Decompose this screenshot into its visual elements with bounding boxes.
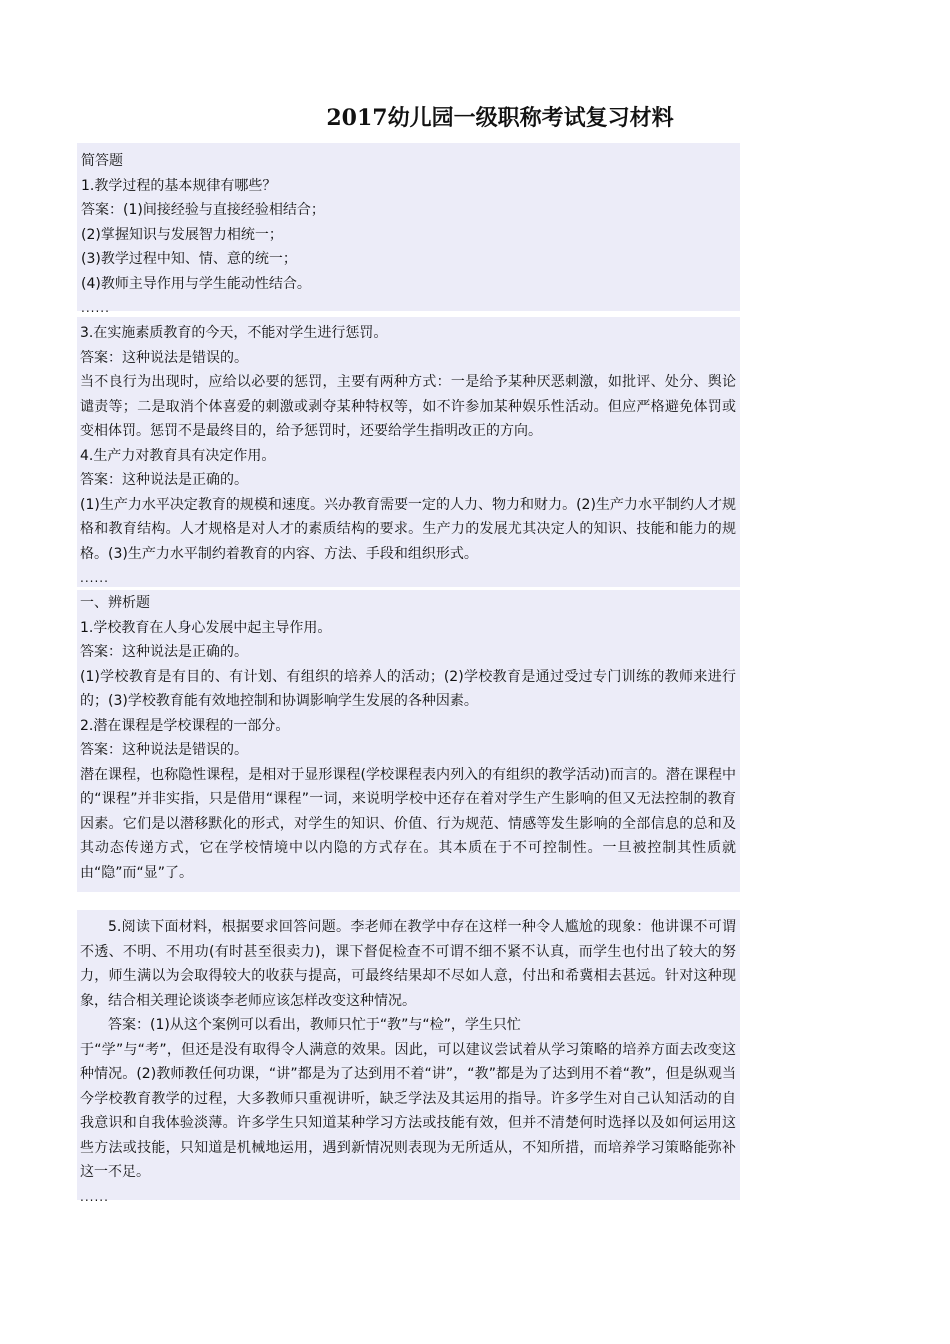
section-heading: 简答题 <box>81 153 123 169</box>
answer-line: 答案：(1)从这个案例可以看出，教师只忙于“教”与“检”，学生只忙 <box>108 1017 521 1033</box>
question-text: 2.潜在课程是学校课程的一部分。 <box>80 717 290 734</box>
ellipsis: ...... <box>80 571 109 585</box>
answer-line: (3)教学过程中知、情、意的统一； <box>81 251 297 267</box>
question-text: 3.在实施素质教育的今天，不能对学生进行惩罚。 <box>80 325 388 341</box>
answer-explanation: 潜在课程，也称隐性课程，是相对于显形课程(学校课程表内列入的有组织的教学活动)而言的。潜在课程中的“课程”并非实指，只是借用“课程”一词，来说明学校中还存在着对学生产生影响的但又无法控制的教育因素。它们是以潜移默化的形式，对学生的知识、价值、行为规范、情感等发生影响的全部信息的总和及其动态传递方式，它在学校情境中以内隐的方式存在。其本质在于不可控制性。一旦被控制其性质就由“隐”而“显”了。 <box>80 766 736 881</box>
answer-line: 答案：这种说法是正确的。 <box>80 472 248 488</box>
ellipsis: ...... <box>81 301 110 315</box>
answer-explanation: (1)学校教育是有目的、有计划、有组织的培养人的活动；(2)学校教育是通过受过专门训练的教师来进行的；(3)学校教育能有效地控制和协调影响学生发展的各种因素。 <box>80 668 736 709</box>
question-text: 4.生产力对教育具有决定作用。 <box>80 447 276 464</box>
answer-line: 答案：这种说法是错误的。 <box>80 349 248 366</box>
answer-line: 答案：这种说法是正确的。 <box>80 644 248 660</box>
analysis-section <box>77 590 740 892</box>
judgment-section-a <box>77 317 740 587</box>
question-text: 1.教学过程的基本规律有哪些？ <box>81 177 277 194</box>
short-answer-section <box>77 143 740 315</box>
answer-line: 答案：这种说法是错误的。 <box>80 742 248 758</box>
section-heading: 一、辨析题 <box>80 595 150 611</box>
answer-line: 答案：(1)间接经验与直接经验相结合； <box>81 202 325 218</box>
answer-line: (2)掌握知识与发展智力相统一； <box>81 226 283 243</box>
material-analysis-section <box>77 910 740 1204</box>
answer-explanation: 于“学”与“考”，但还是没有取得令人满意的效果。因此，可以建议尝试着从学习策略的培养方面去改变这种情况。(2)教师教任何功课，“讲”都是为了达到用不着“讲”，“教”都是为了达到用不着“教”，但是纵观当今学校教育教学的过程，大多教师只重视讲听，缺乏学法及其运用的指导。许多学生对自己认知活动的自我意识和自我体验淡薄。许多学生只知道某种学习方法或技能有效，但并不清楚何时选择以及如何运用这些方法或技能，只知道是机械地运用，遇到新情况则表现为无所适从，不知所措，而培养学习策略能弥补这一不足。 <box>80 1041 736 1180</box>
answer-line: (4)教师主导作用与学生能动性结合。 <box>81 275 311 292</box>
question-text: 1.学校教育在人身心发展中起主导作用。 <box>80 619 332 636</box>
document-title: 2017幼儿园一级职称考试复习材料 <box>326 105 674 131</box>
answer-explanation: 当不良行为出现时，应给以必要的惩罚，主要有两种方式：一是给予某种厌恶刺激，如批评、处分、舆论谴责等；二是取消个体喜爱的刺激或剥夺某种特权等，如不许参加某种娱乐性活动。但应严格避免体罚或变相体罚。惩罚不是最终目的，给予惩罚时，还要给学生指明改正的方向。 <box>80 374 736 439</box>
ellipsis: ...... <box>80 1189 109 1204</box>
question-text: 5.阅读下面材料，根据要求回答问题。李老师在教学中存在这样一种令人尴尬的现象：他讲课不可谓不透、不明、不用功(有时甚至很卖力)，课下督促检查不可谓不细不紧不认真，而学生也付出了较大的努力，师生满以为会取得较大的收获与提高，可最终结果却不尽如人意，付出和希冀相去甚远。针对这种现象，结合相关理论谈谈李老师应该怎样改变这种情况。 <box>80 919 736 1009</box>
answer-explanation: (1)生产力水平决定教育的规模和速度。兴办教育需要一定的人力、物力和财力。(2)生产力水平制约人才规格和教育结构。人才规格是对人才的素质结构的要求。生产力的发展尤其决定人的知识、技能和能力的规格。(3)生产力水平制约着教育的内容、方法、手段和组织形式。 <box>80 496 736 562</box>
